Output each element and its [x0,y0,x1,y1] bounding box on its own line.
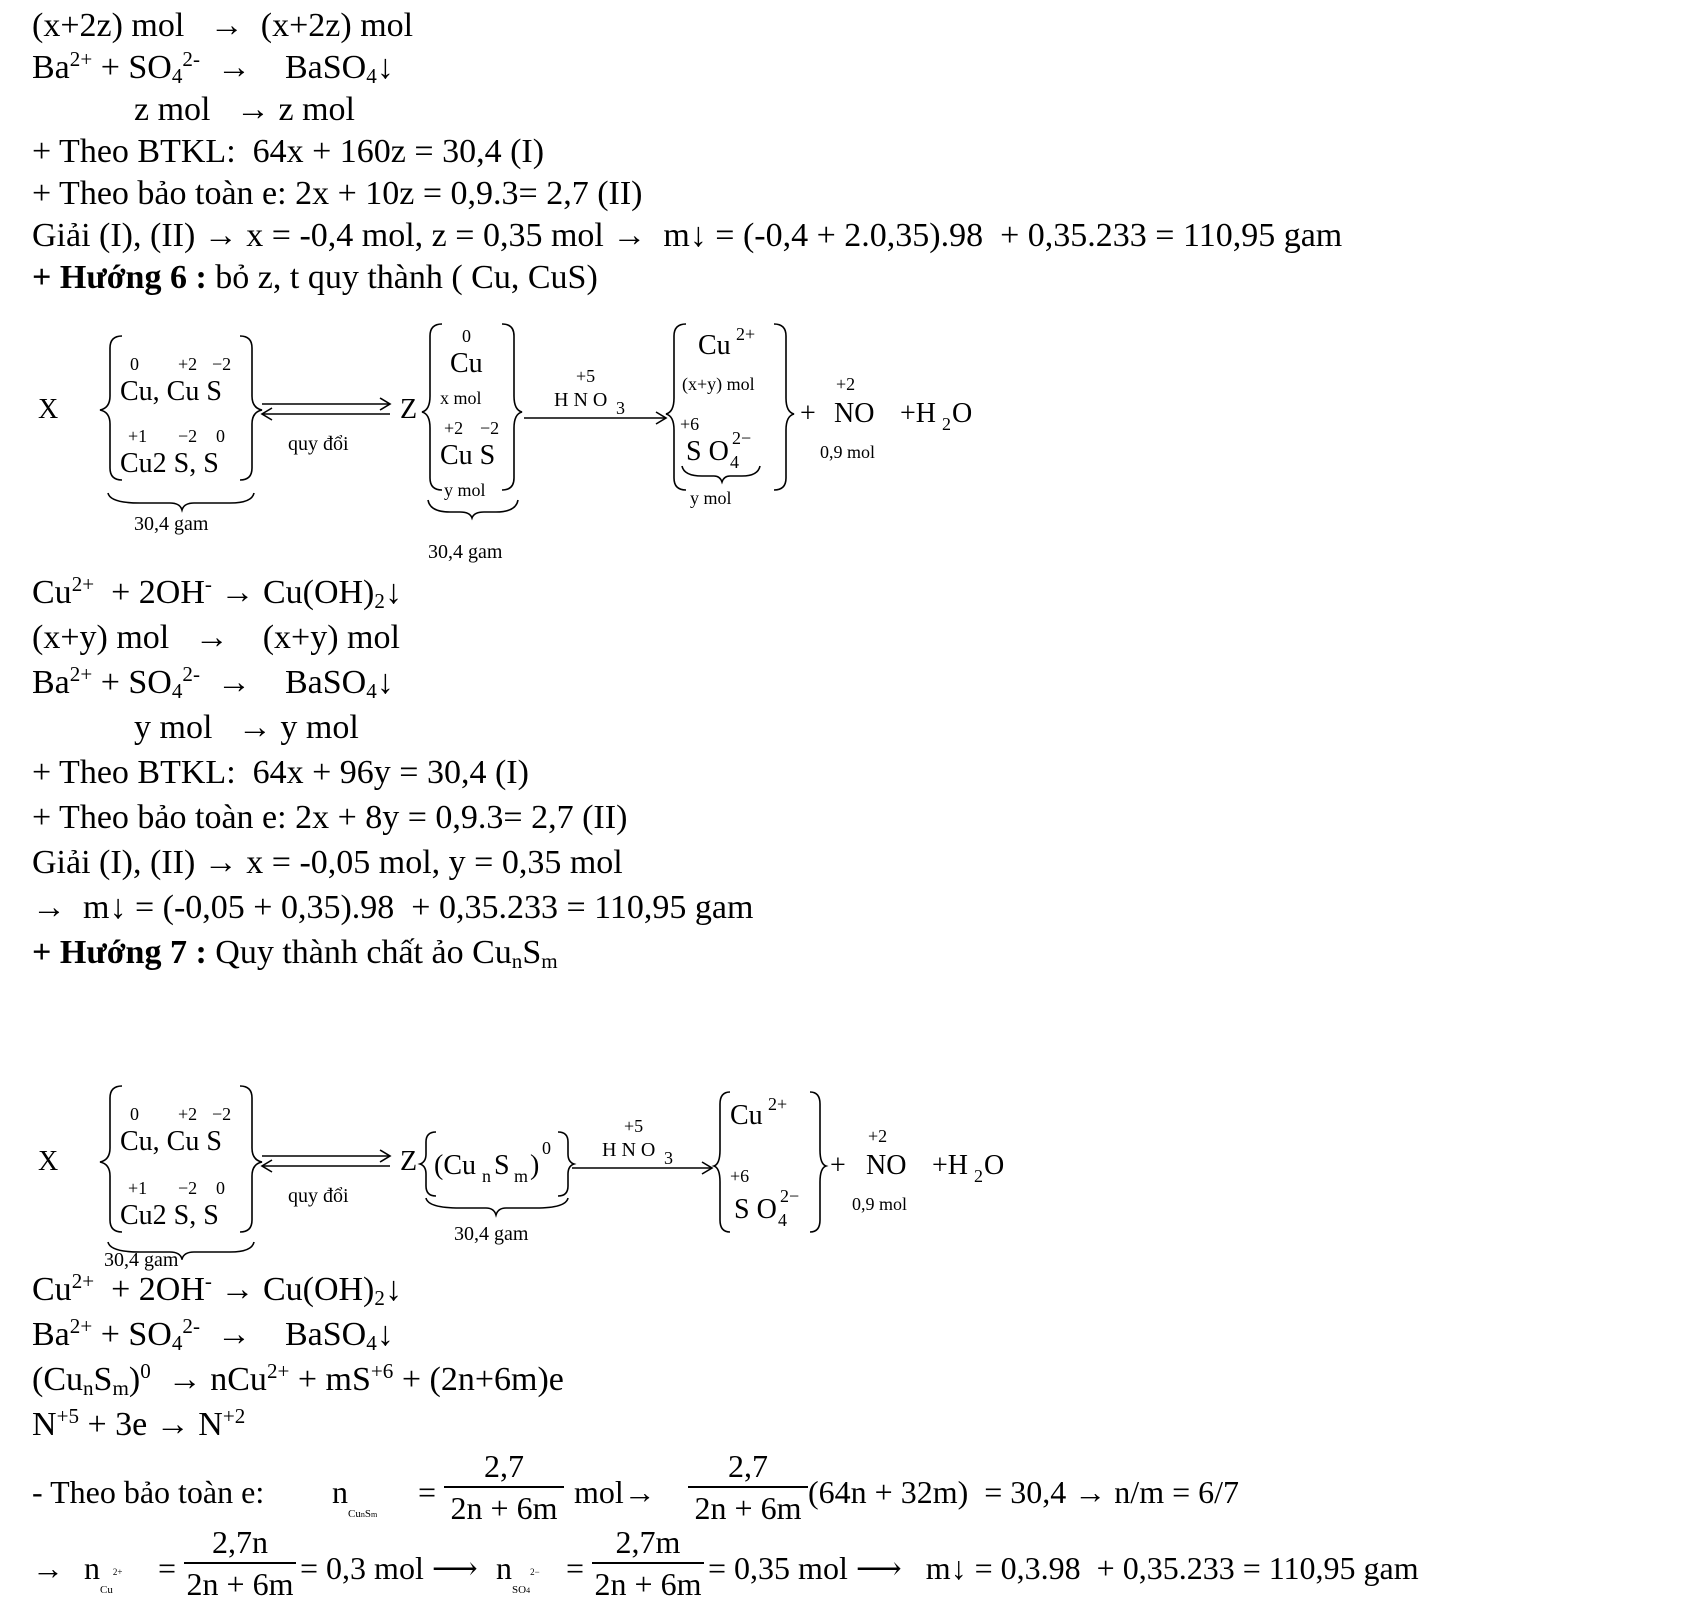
svg-text:S O: S O [686,436,729,467]
svg-text:+2: +2 [836,374,856,394]
svg-text:+H: +H [932,1150,969,1181]
svg-text:Cu: Cu [730,1100,763,1131]
heading-huong-7: + Hướng 7 : Quy thành chất ảo $Cu_nS_m$ [32,934,558,974]
svg-text:+2: +2 [178,354,198,374]
svg-text:2: 2 [974,1166,983,1186]
svg-text:x mol: x mol [440,388,482,408]
svg-text:y mol: y mol [444,480,486,500]
reaction-diagram-1 [30,318,1010,568]
svg-text:−2: −2 [178,426,198,446]
svg-text:(Cu: (Cu [434,1150,476,1181]
diag1-row1: Cu, Cu S [120,376,222,407]
svg-text:NO: NO [866,1150,907,1181]
svg-text:S O: S O [734,1194,777,1225]
text-line: + Theo bảo toàn e: 2x + 10z = 0,9.3= 2,7 (II) [32,175,643,212]
svg-text:2+: 2+ [768,1094,788,1114]
svg-text:2: 2 [942,414,951,434]
svg-text:−2: −2 [212,354,232,374]
text-line: $Ba^{2+} + SO_4^{2-}$ → BaSO$_4$↓ [32,662,394,704]
svg-text:+2: +2 [444,418,464,438]
text-line: $Ba^{2+} + SO_4^{2-}$ → BaSO$_4$↓ [32,1314,394,1356]
svg-text:2−: 2− [780,1186,800,1206]
text-line: (x+2z) mol → (x+2z) mol [32,7,414,44]
svg-text:0: 0 [216,426,225,446]
svg-text:NO: NO [834,398,875,429]
text-line: z mol → z mol [32,91,355,128]
svg-text:−2: −2 [178,1178,198,1198]
svg-text:+6: +6 [680,414,700,434]
diag2-mass-left: 30,4 gam [104,1249,179,1271]
svg-text:m: m [514,1166,529,1186]
svg-text:0: 0 [130,354,139,374]
text-line: y mol → y mol [32,709,359,746]
text-line: $(Cu_nS_m)^0 \to nCu^{2+} + mS^{+6} + (2n+6m)e$ [32,1359,564,1401]
svg-text:(x+y) mol: (x+y) mol [682,374,755,394]
text-line: $Cu^{2+} + 2OH^-$ → $Cu(OH)_2↓$ [32,1269,402,1311]
text-line: + Theo BTKL: 64x + 160z = 30,4 (I) [32,133,545,170]
svg-text:−2: −2 [212,1104,232,1124]
svg-text:y mol: y mol [690,488,732,508]
text-line: $N^{+5} + 3e \to N^{+2}$ [32,1404,246,1443]
text-line: $Ba^{2+} + SO_4^{2-}$ → BaSO$_4$↓ [32,47,394,89]
svg-text:+1: +1 [128,426,148,446]
heading-huong-6: + Hướng 6 : bỏ z, t quy thành ( Cu, CuS) [32,259,598,296]
text-line: Giải (I), (II) → x = -0,4 mol, z = 0,35 mol → m↓ = (-0,4 + 2.0,35).98 + 0,35.233 = 110,95 gam [32,217,1343,254]
svg-text:3: 3 [664,1148,673,1168]
svg-text:30,4 gam: 30,4 gam [428,541,503,563]
text-line: Giải (I), (II) → x = -0,05 mol, y = 0,35 mol [32,844,623,881]
diag2-z-label: Z [400,1146,418,1177]
svg-text:−2: −2 [480,418,500,438]
text-line: (x+y) mol → (x+y) mol [32,619,400,656]
svg-text:4: 4 [730,452,739,472]
text-line: + Theo BTKL: 64x + 96y = 30,4 (I) [32,754,529,791]
svg-text:quy đổi: quy đổi [288,1185,349,1207]
text-line: $Cu^{2+} + 2OH^-$ → $Cu(OH)_2↓$ [32,572,402,614]
svg-text:S: S [494,1150,510,1181]
diag1-z-label: Z [400,394,418,425]
svg-text:4: 4 [778,1210,787,1230]
svg-text:): ) [530,1150,540,1181]
svg-text:Cu: Cu [450,348,483,379]
diag2-x-label: X [38,1146,59,1177]
svg-text:2+: 2+ [736,324,756,344]
svg-text:+5: +5 [624,1116,644,1136]
svg-text:0: 0 [130,1104,139,1124]
svg-text:+6: +6 [730,1166,750,1186]
svg-text:+1: +1 [128,1178,148,1198]
svg-text:0: 0 [542,1138,551,1158]
text-line: + Theo bảo toàn e: 2x + 8y = 0,9.3= 2,7 (II) [32,799,628,836]
reaction-diagram-2 [30,1070,1010,1260]
svg-text:2−: 2− [732,428,752,448]
svg-text:Cu: Cu [698,330,731,361]
svg-text:O: O [984,1150,1005,1181]
svg-text:O: O [952,398,973,429]
svg-text:0,9 mol: 0,9 mol [820,442,876,462]
svg-text:+: + [800,398,816,429]
svg-text:Cu S: Cu S [440,440,496,471]
svg-text:0,9 mol: 0,9 mol [852,1194,908,1214]
diag2-row1: Cu, Cu S [120,1126,222,1157]
svg-text:n: n [482,1166,491,1186]
svg-text:+2: +2 [178,1104,198,1124]
diag1-x-label: X [38,394,59,425]
svg-text:3: 3 [616,398,625,418]
svg-text:+2: +2 [868,1126,888,1146]
text-line: → m↓ = (-0,05 + 0,35).98 + 0,35.233 = 110,95 gam [32,889,754,926]
svg-text:0: 0 [216,1178,225,1198]
svg-text:H N O: H N O [602,1139,656,1161]
svg-text:+5: +5 [576,366,596,386]
svg-text:30,4 gam: 30,4 gam [454,1223,529,1245]
svg-text:0: 0 [462,326,471,346]
svg-text:+H: +H [900,398,937,429]
svg-text:quy đổi: quy đổi [288,433,349,455]
svg-text:30,4 gam: 30,4 gam [134,513,209,535]
diag2-row2: Cu2 S, S [120,1200,219,1231]
diag1-row2: Cu2 S, S [120,448,219,479]
svg-text:+: + [830,1150,846,1181]
svg-text:H N O: H N O [554,389,608,411]
